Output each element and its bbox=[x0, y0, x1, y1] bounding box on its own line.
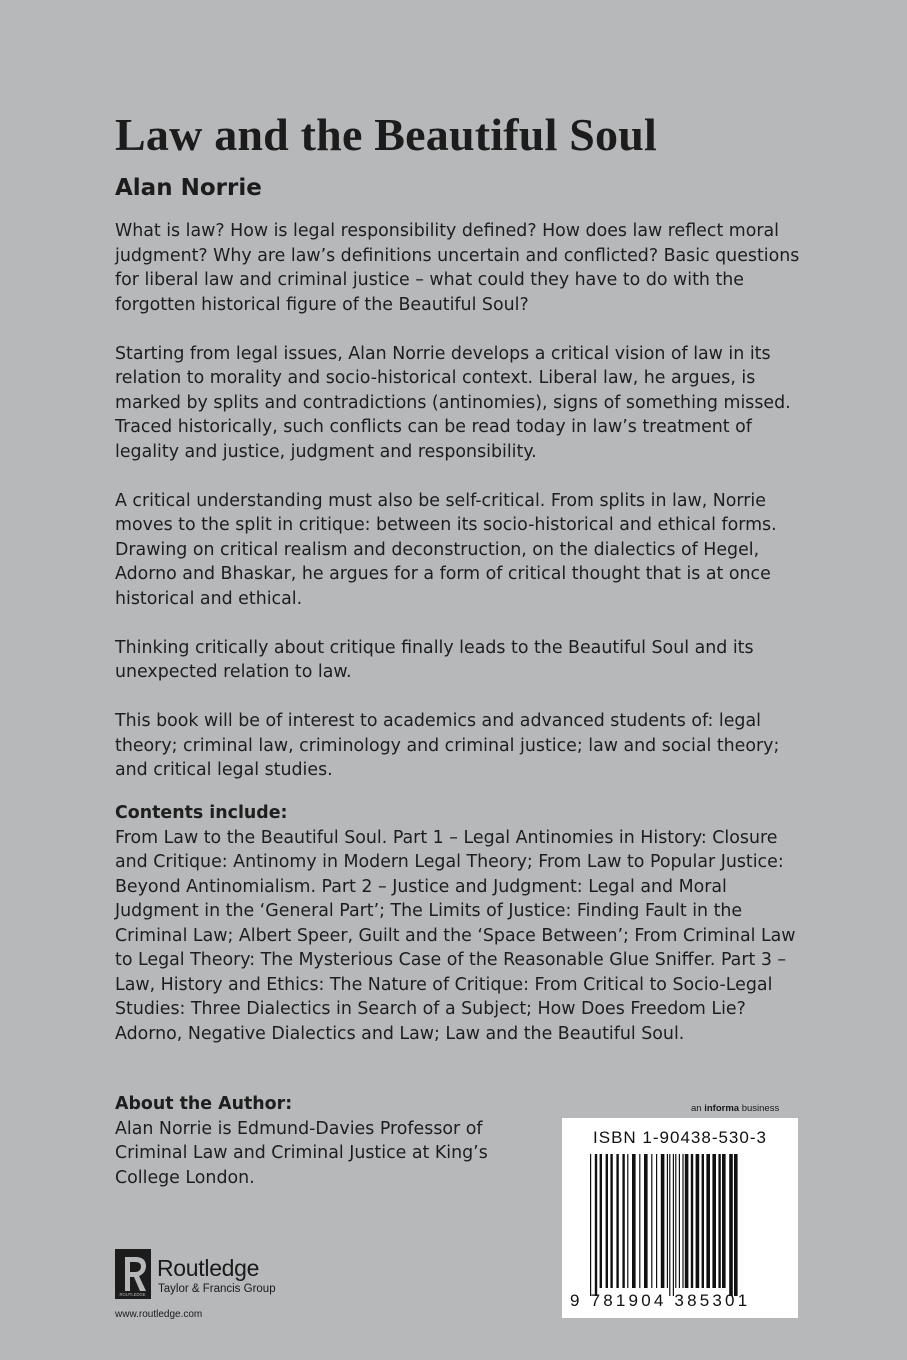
barcode-bar bbox=[595, 1154, 597, 1296]
informa-business-label bbox=[691, 1103, 779, 1114]
blurb-paragraph: A critical understanding must also be self-critical. From splits in law, Norrie moves to the split in critique: between its socio-historical and ethical forms. Drawing on critical realism and deconstruction, on the dialectics of Hegel, Adorno and Bhaskar, he argues for a form of critical thought that is at once historical and ethical. bbox=[115, 490, 777, 609]
blurb-paragraph: Thinking critically about critique finally leads to the Beautiful Soul and its unexpected relation to law. bbox=[115, 637, 754, 682]
barcode-bar bbox=[667, 1154, 668, 1288]
barcode-bar bbox=[606, 1154, 608, 1288]
barcode-bar bbox=[685, 1154, 689, 1288]
barcode-bar bbox=[639, 1154, 640, 1288]
barcode-bar bbox=[669, 1154, 670, 1296]
barcode-bar bbox=[702, 1154, 704, 1288]
publisher-name: Routledge bbox=[157, 1255, 260, 1281]
barcode-bar bbox=[679, 1154, 680, 1288]
barcode-bar bbox=[712, 1154, 716, 1288]
blurb bbox=[115, 219, 815, 807]
barcode-bar bbox=[656, 1154, 657, 1288]
about-author-text: Alan Norrie is Edmund-Davies Professor of Criminal Law and Criminal Justice at King’s College London. bbox=[115, 1118, 488, 1188]
book-title: Law and the Beautiful Soul bbox=[115, 109, 657, 160]
barcode-bar bbox=[729, 1154, 733, 1296]
barcode-bar bbox=[627, 1154, 628, 1288]
barcode-bar bbox=[682, 1154, 683, 1288]
logo-mark-text: ROUTLEDGE bbox=[119, 1292, 146, 1297]
author-name: Alan Norrie bbox=[115, 175, 262, 201]
informa-suffix: business bbox=[741, 1103, 780, 1114]
barcode-bar bbox=[722, 1154, 726, 1288]
about-author-section bbox=[115, 1092, 555, 1190]
routledge-logo bbox=[115, 1249, 315, 1299]
barcode-bar bbox=[691, 1154, 693, 1288]
barcode-bar bbox=[616, 1154, 618, 1288]
routledge-logo-icon bbox=[115, 1249, 151, 1299]
blurb-paragraph: What is law? How is legal responsibility defined? How does law reflect moral judgment? Why are law’s definitions uncertain and conflicted? Basic questions for liberal law and criminal justice – what could they have to do with the forgotten historical figure of the Beautiful Soul? bbox=[115, 221, 800, 315]
barcode-bar bbox=[644, 1154, 648, 1288]
barcode-bars bbox=[590, 1154, 772, 1296]
barcode-bar bbox=[590, 1154, 591, 1296]
barcode-bar bbox=[718, 1154, 720, 1288]
about-author-heading: About the Author: bbox=[115, 1094, 293, 1114]
publisher-url[interactable]: www.routledge.com bbox=[115, 1309, 203, 1320]
barcode-bar bbox=[632, 1154, 636, 1288]
contents-text: From Law to the Beautiful Soul. Part 1 – Legal Antinomies in History: Closure and Critique: Antinomy in Modern Legal Theory; From Law to Popular Justice: Beyond Antinomialism. Part 2 – Justice and Judgment: Legal and Moral Judgment in the ‘General Part’; The Limits of Justice: Finding Fault in the Criminal Law; Albert Speer, Guilt and the ‘Space Between’; From Criminal Law to Legal Theory: The Mysterious Case of the Reasonable Glue Sniffer. Part 3 – Law, History and Ethics: The Nature of Critique: From Critical to Socio-Legal Studies: Three Dialectics in Search of a Subject; How Does Freedom Lie? Adorno, Negative Dialectics and Law; Law and the Beautiful Soul. bbox=[115, 827, 796, 1044]
barcode-panel bbox=[562, 1118, 798, 1318]
informa-brand: informa bbox=[704, 1103, 740, 1114]
barcode-bar bbox=[706, 1154, 710, 1288]
contents-heading: Contents include: bbox=[115, 803, 288, 823]
barcode-bar bbox=[673, 1154, 674, 1296]
barcode-bar bbox=[610, 1154, 612, 1288]
blurb-paragraph: This book will be of interest to academics and advanced students of: legal theory; criminal law, criminology and criminal justice; law and social theory; and critical legal studies. bbox=[115, 711, 780, 780]
contents-section bbox=[115, 801, 815, 1046]
barcode-bar bbox=[734, 1154, 738, 1296]
barcode-bar bbox=[651, 1154, 652, 1288]
ean-number: 9 781904 385301 bbox=[570, 1291, 751, 1310]
barcode-bar bbox=[600, 1154, 602, 1288]
barcode-bar bbox=[622, 1154, 624, 1288]
barcode-bar bbox=[696, 1154, 700, 1288]
barcode-bar bbox=[675, 1154, 676, 1288]
publisher-tagline: Taylor & Francis Group bbox=[158, 1283, 276, 1295]
informa-prefix: an bbox=[691, 1103, 702, 1114]
blurb-paragraph: Starting from legal issues, Alan Norrie develops a critical vision of law in its relation to morality and socio-historical context. Liberal law, he argues, is marked by splits and contradictions (antinomies), signs of something missed. Traced historically, such conflicts can be read today in law’s treatment of legality and justice, judgment and responsibility. bbox=[115, 343, 791, 462]
barcode-bar bbox=[661, 1154, 665, 1288]
isbn-label: ISBN 1-90438-530-3 bbox=[593, 1128, 767, 1147]
